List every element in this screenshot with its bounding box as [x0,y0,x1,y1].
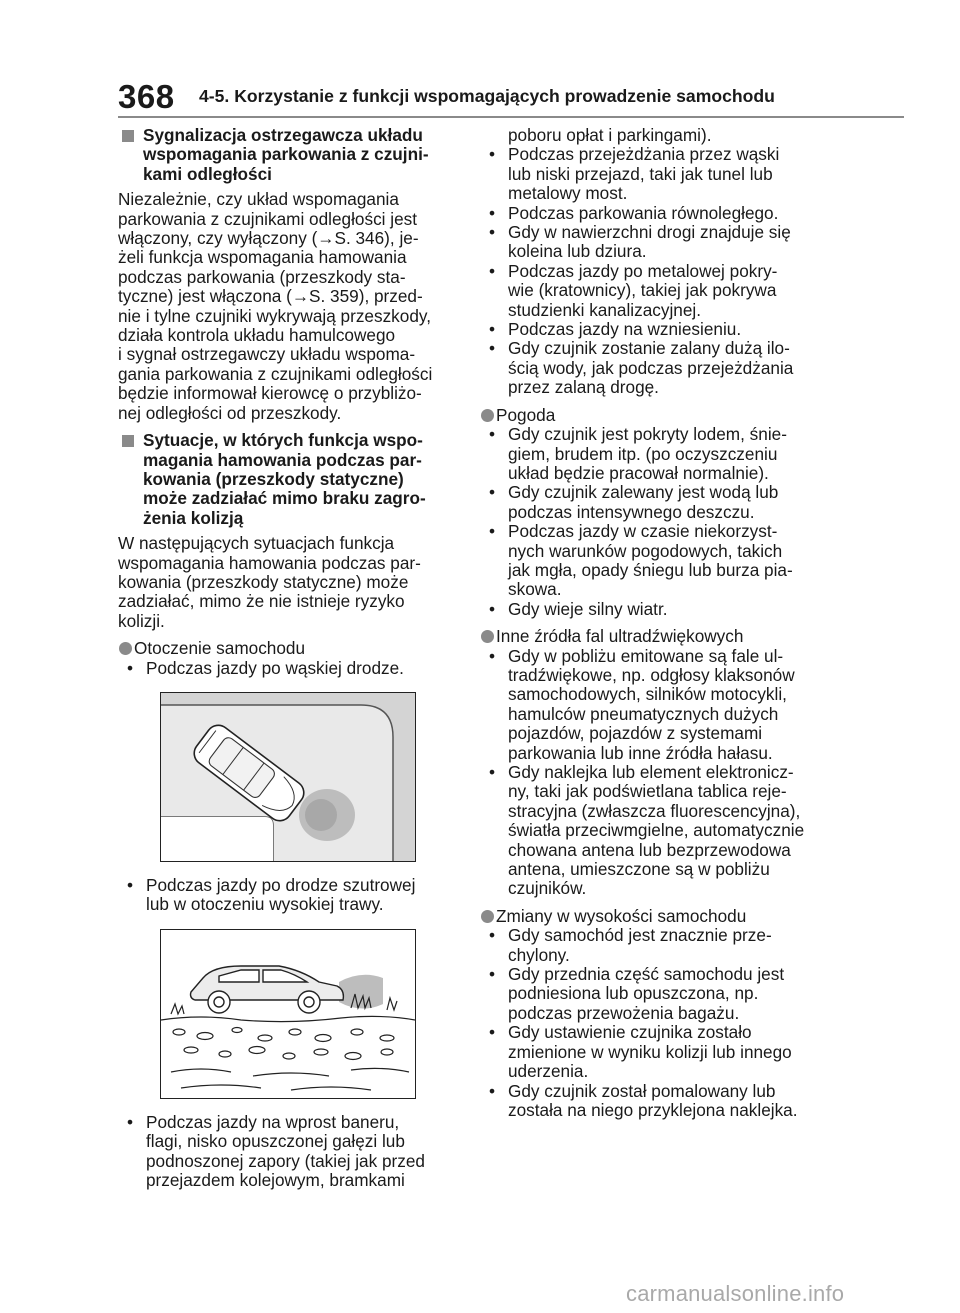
list-item: • Podczas przejeżdżania przez wąski lub niski przejazd, taki jak tunel lub metalowy most. [480,145,810,203]
category-ultrasonic: Inne źródła fal ultradźwiękowych [480,627,810,646]
list-item: • Podczas jazdy po wąskiej drodze. [118,659,450,678]
page-header [118,78,904,116]
category-surroundings: Otoczenie samochodu [118,639,450,658]
header-divider [118,116,904,118]
list-item-continuation: poboru opłat i parkingami). [508,125,712,145]
page-number: 368 [118,78,175,115]
section-heading-situations: Sytuacje, w których funkcja wspo- magania hamowania podczas par- kowania (przeszkody statyczne) może zadziałać mimo braku zagro- żenia kolizją [118,431,450,528]
paragraph-situations: W następujących sytuacjach funkcja wspomagania hamowania podczas par- kowania (przeszkody statyczne) może zadziałać, mimo że nie istnieje ryzyko kolizji. [118,533,421,631]
list-item: • Gdy czujnik zostanie zalany dużą ilo- ścią wody, jak podczas przejeżdżania przez zalaną drogę. [480,339,810,397]
list-item: • Podczas jazdy na wprost baneru, flagi, nisko opuszczonej gałęzi lub podnoszonej zapory (takiej jak przed przejazdem kolejowym, bramkami [118,1113,450,1191]
section-heading-warning: Sygnalizacja ostrzegawcza układu wspomagania parkowania z czujni- kami odległości [118,126,450,184]
circle-bullet-icon [481,409,494,422]
list-item: • Podczas parkowania równoległego. [480,204,810,223]
category-weather: Pogoda [480,406,810,425]
square-bullet-icon [122,435,134,447]
list-item: • Gdy czujnik zalewany jest wodą lub podczas intensywnego deszczu. [480,483,810,522]
square-bullet-icon [122,130,134,142]
list-item: • Gdy naklejka lub element elektronicz- ny, taki jak podświetlana tablica reje- stracyjna (zwłaszcza fluorescencyjna), światła przeciwmgielne, automatycznie chowana antena lub bezprzewodowa antena, umieszczone są w pobliżu czujników. [480,763,810,899]
list-item: • Podczas jazdy w czasie niekorzyst- nych warunków pogodowych, takich jak mgła, opady śniegu lub burza pia- skowa. [480,522,810,600]
list-item: • Gdy czujnik został pomalowany lub została na niego przyklejona naklejka. [480,1082,810,1121]
narrow-road-illustration [160,692,416,862]
list-item: • Gdy wieje silny wiatr. [480,600,810,619]
list-item: • Gdy ustawienie czujnika zostało zmienione w wyniku kolizji lub innego uderzenia. [480,1023,810,1081]
left-column [118,126,450,1190]
circle-bullet-icon [119,642,132,655]
gravel-road-illustration [160,929,416,1099]
paragraph-intro: Niezależnie, czy układ wspomagania parkowania z czujnikami odległości jest włączony, czy wyłączony (→S. 346), je- żeli funkcja wspomagania hamowania podczas parkowania (przeszkody sta- tyczne) jest włączona (→S. 359), przed- nie i tylne czujniki wykrywają przeszkody, działa kontrola układu hamulcowego i sygnał ostrzegawczy układu wspoma- gania parkowania z czujnikami odległości będzie informował kierowcę o przybliżo- nej odległości od przeszkody. [118,189,433,423]
circle-bullet-icon [481,630,494,643]
circle-bullet-icon [481,910,494,923]
list-item: • Gdy w nawierzchni drogi znajduje się koleina lub dziura. [480,223,810,262]
list-item: • Gdy samochód jest znacznie prze- chylony. [480,926,810,965]
right-column [480,126,810,1120]
watermark: carmanualsonline.info [626,1281,845,1306]
list-item: • Podczas jazdy po metalowej pokry- wie (kratownicy), takiej jak pokrywa studzienki kanalizacyjnej. [480,262,810,320]
chapter-title: 4-5. Korzystanie z funkcji wspomagających prowadzenie samochodu [199,86,775,106]
category-height-change: Zmiany w wysokości samochodu [480,907,810,926]
list-item: • Gdy czujnik jest pokryty lodem, śnie- giem, brudem itp. (po oczyszczeniu układ będzie pracował normalnie). [480,425,810,483]
list-item: • Gdy w pobliżu emitowane są fale ul- tradźwiękowe, np. odgłosy klaksonów samochodowych, silników motocykli, hamulców pneumatycznych dużych pojazdów, pojazdów z systemami parkowania lub inne źródła hałasu. [480,647,810,763]
list-item: • Gdy przednia część samochodu jest podniesiona lub opuszczona, np. podczas przewożenia bagażu. [480,965,810,1023]
list-item: • Podczas jazdy po drodze szutrowej lub w otoczeniu wysokiej trawy. [118,876,450,915]
list-item: • Podczas jazdy na wzniesieniu. [480,320,810,339]
